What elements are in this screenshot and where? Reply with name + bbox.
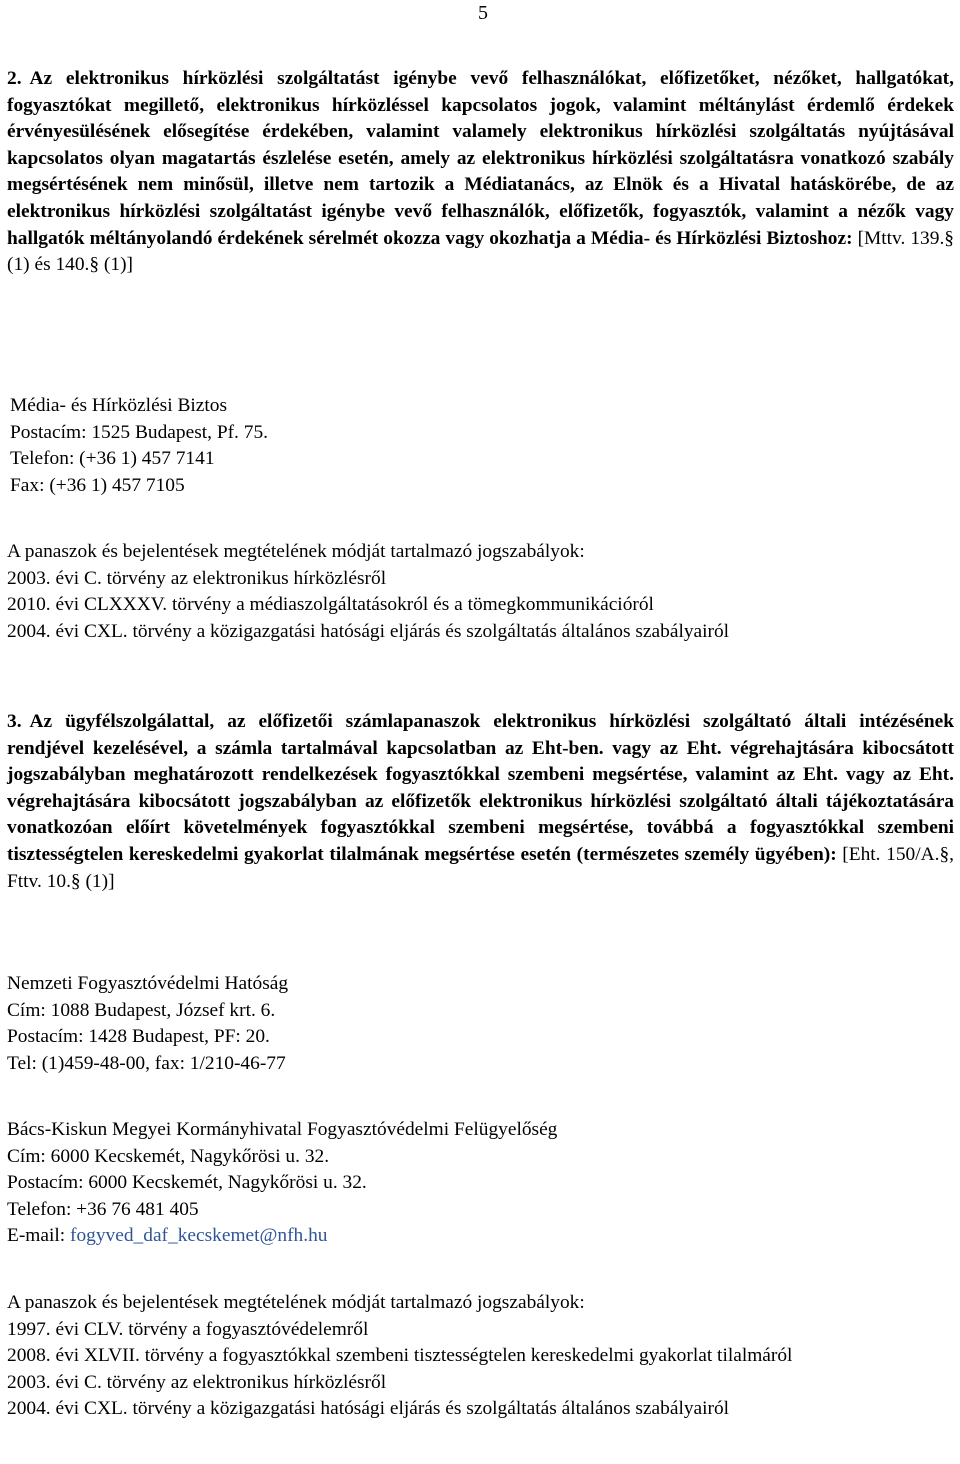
contact-fax: Fax: (+36 1) 457 7105 <box>10 474 185 496</box>
authority-postal: Postacím: 1428 Budapest, PF: 20. <box>7 1026 270 1048</box>
section-2-paragraph <box>7 66 954 279</box>
contact-phone: Telefon: (+36 1) 457 7141 <box>10 448 215 470</box>
authority-address: Cím: 1088 Budapest, József krt. 6. <box>7 999 276 1021</box>
authority-phone: Tel: (1)459-48-00, fax: 1/210-46-77 <box>7 1052 286 1074</box>
contact-name: Média- és Hírközlési Biztos <box>10 395 228 416</box>
section-3-citation: [Eht. 150/A.§, Fttv. 10.§ (1)] <box>7 843 954 892</box>
law-item: 2008. évi XLVII. törvény a fogyasztókkal szembeni tisztességtelen kereskedelmi gyakorlat tilalmáról <box>7 1345 793 1367</box>
laws-heading: A panaszok és bejelentések megtételének módját tartalmazó jogszabályok: <box>7 1292 585 1313</box>
law-item: 2003. évi C. törvény az elektronikus hírközlésről <box>7 567 387 589</box>
section-2-contact <box>7 393 957 499</box>
section-2-number: 2. <box>7 68 22 89</box>
authority-phone: Telefon: +36 76 481 405 <box>7 1198 199 1220</box>
authority-name: Nemzeti Fogyasztóvédelmi Hatóság <box>7 973 289 994</box>
section-3-paragraph <box>7 709 954 895</box>
authority-email-line <box>7 1223 954 1250</box>
page-number: 5 <box>478 2 488 24</box>
section-2-text: Az elektronikus hírközlési szolgáltatást igénybe vevő felhasználókat, előfizetőket, nézőket, hallgatókat, fogyasztókat megillető, elektronikus hírközléssel kapcsolatos jogok, valamint méltánylást érdemlő érdekek érvényesülésének elősegítése érdekében, valamint valamely elektronikus hírközlési szolgáltatás nyújtásával kapcsolatos olyan magatartás észlelése esetén, amely az elektronikus hírközlési szolgáltatásra vonatkozó szabály megsértésének nem minősül, illetve nem tartozik a Médiatanács, az Elnök és a Hivatal hatáskörébe, de az elektronikus hírközlési szolgáltatást igénybe vevő felhasználók, előfizetők, fogyasztók, valamint a nézők vagy hallgatók méltányolandó érdekének sérelmét okozza vagy okozhatja a Média- és Hírközlési Biztoshoz: <box>7 68 954 249</box>
law-item: 2004. évi CXL. törvény a közigazgatási hatósági eljárás és szolgáltatás általános szabályairól <box>7 1398 730 1420</box>
law-item: 2010. évi CLXXXV. törvény a médiaszolgáltatásokról és a tömegkommunikációról <box>7 594 654 616</box>
section-3-laws <box>7 1290 954 1423</box>
law-item: 2004. évi CXL. törvény a közigazgatási hatósági eljárás és szolgáltatás általános szabályairól <box>7 620 730 642</box>
laws-heading: A panaszok és bejelentések megtételének módját tartalmazó jogszabályok: <box>7 541 585 562</box>
section-3-number: 3. <box>7 711 22 732</box>
authority-address: Cím: 6000 Kecskemét, Nagykőrösi u. 32. <box>7 1145 330 1167</box>
section-2-citation: [Mttv. 139.§ (1) és 140.§ (1)] <box>7 227 954 276</box>
authority-name: Bács-Kiskun Megyei Kormányhivatal Fogyasztóvédelmi Felügyelőség <box>7 1119 558 1140</box>
email-link[interactable]: fogyved_daf_kecskemet@nfh.hu <box>70 1225 328 1247</box>
email-label: E-mail: <box>7 1225 71 1247</box>
law-item: 2003. évi C. törvény az elektronikus hírközlésről <box>7 1371 387 1393</box>
section-2-laws <box>7 539 954 645</box>
law-item: 1997. évi CLV. törvény a fogyasztóvédelemről <box>7 1318 369 1340</box>
contact-postal: Postacím: 1525 Budapest, Pf. 75. <box>10 421 268 443</box>
authority-1 <box>7 971 954 1077</box>
section-3-text: Az ügyfélszolgálattal, az előfizetői számlapanaszok elektronikus hírközlési szolgáltató általi intézésének rendjével kezelésével, a számla tartalmával kapcsolatban az Eht-ben. vagy az Eht. végrehajtására kibocsátott jogszabályban meghatározott rendelkezések fogyasztókkal szembeni megsértése, valamint az Eht. vagy az Eht. végrehajtására kibocsátott jogszabályban az előfizetők elektronikus hírközlési szolgáltató általi tájékoztatására vonatkozóan előírt követelmények fogyasztókkal szembeni megsértése, továbbá a fogyasztókkal szembeni tisztességtelen kereskedelmi gyakorlat tilalmának megsértése esetén (természetes személy ügyében): <box>7 711 954 865</box>
authority-postal: Postacím: 6000 Kecskemét, Nagykőrösi u. 32. <box>7 1172 367 1194</box>
authority-2 <box>7 1117 954 1250</box>
